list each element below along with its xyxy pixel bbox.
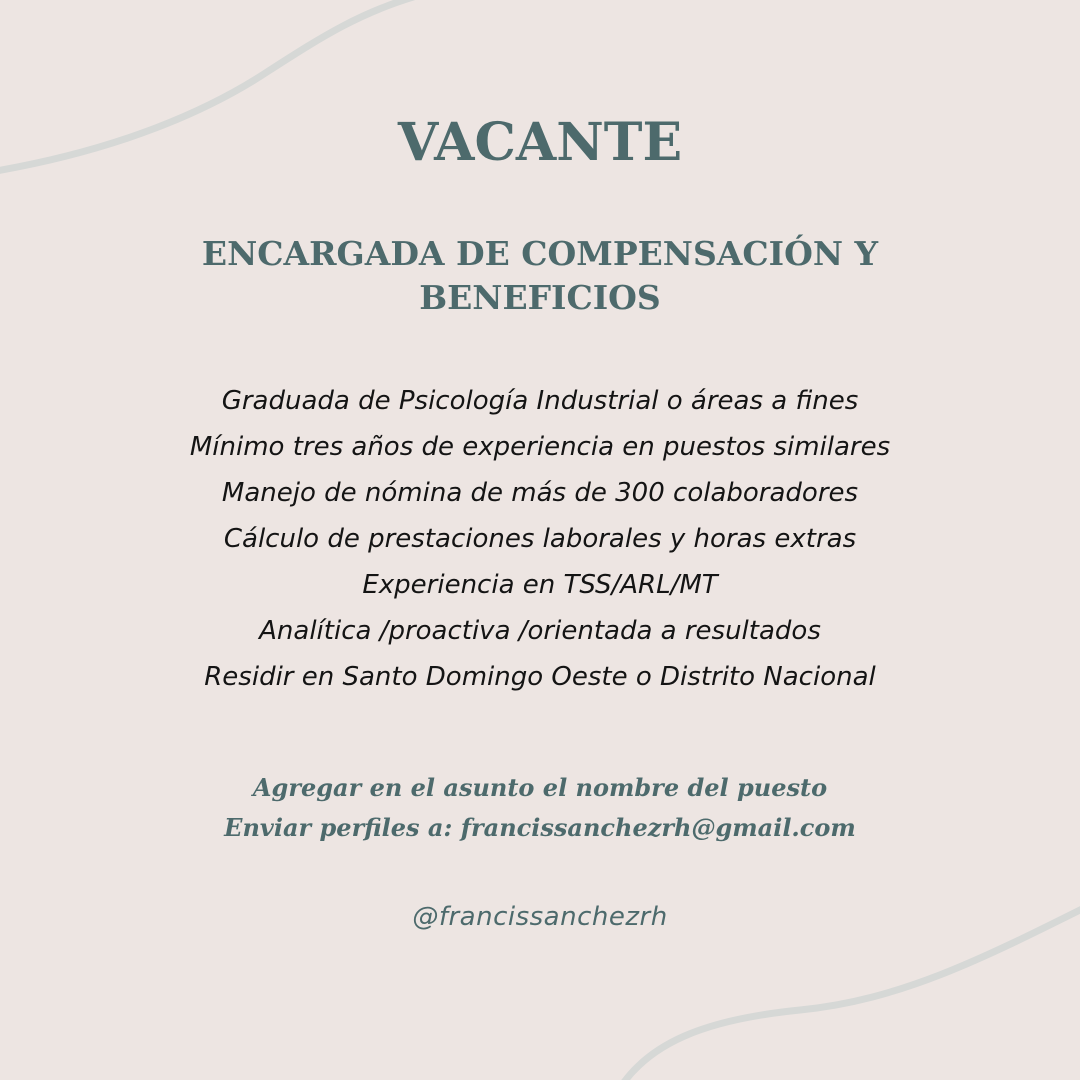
requirement-item: Experiencia en TSS/ARL/MT [362, 570, 718, 600]
subject-instruction: Agregar en el asunto el nombre del puesto [252, 773, 828, 802]
requirement-item: Mínimo tres años de experiencia en puestos similares [189, 432, 891, 462]
requirements-list [0, 378, 1080, 700]
requirement-item: Cálculo de prestaciones laborales y horas extras [223, 524, 857, 554]
requirement-item: Manejo de nómina de más de 300 colaboradores [221, 478, 859, 508]
position-title: ENCARGADA DE COMPENSACIÓN Y BENEFICIOS [201, 234, 879, 317]
application-instructions [0, 768, 1080, 848]
requirement-item: Analítica /proactiva /orientada a resultados [259, 616, 821, 646]
requirement-item: Graduada de Psicología Industrial o áreas a fines [221, 386, 859, 416]
requirement-item: Residir en Santo Domingo Oeste o Distrito Nacional [204, 662, 876, 692]
social-handle: @francissanchezrh [412, 902, 668, 932]
email-instruction: Enviar perfiles a: francissanchezrh@gmail.com [224, 813, 856, 842]
vacancy-title: VACANTE [397, 112, 683, 173]
